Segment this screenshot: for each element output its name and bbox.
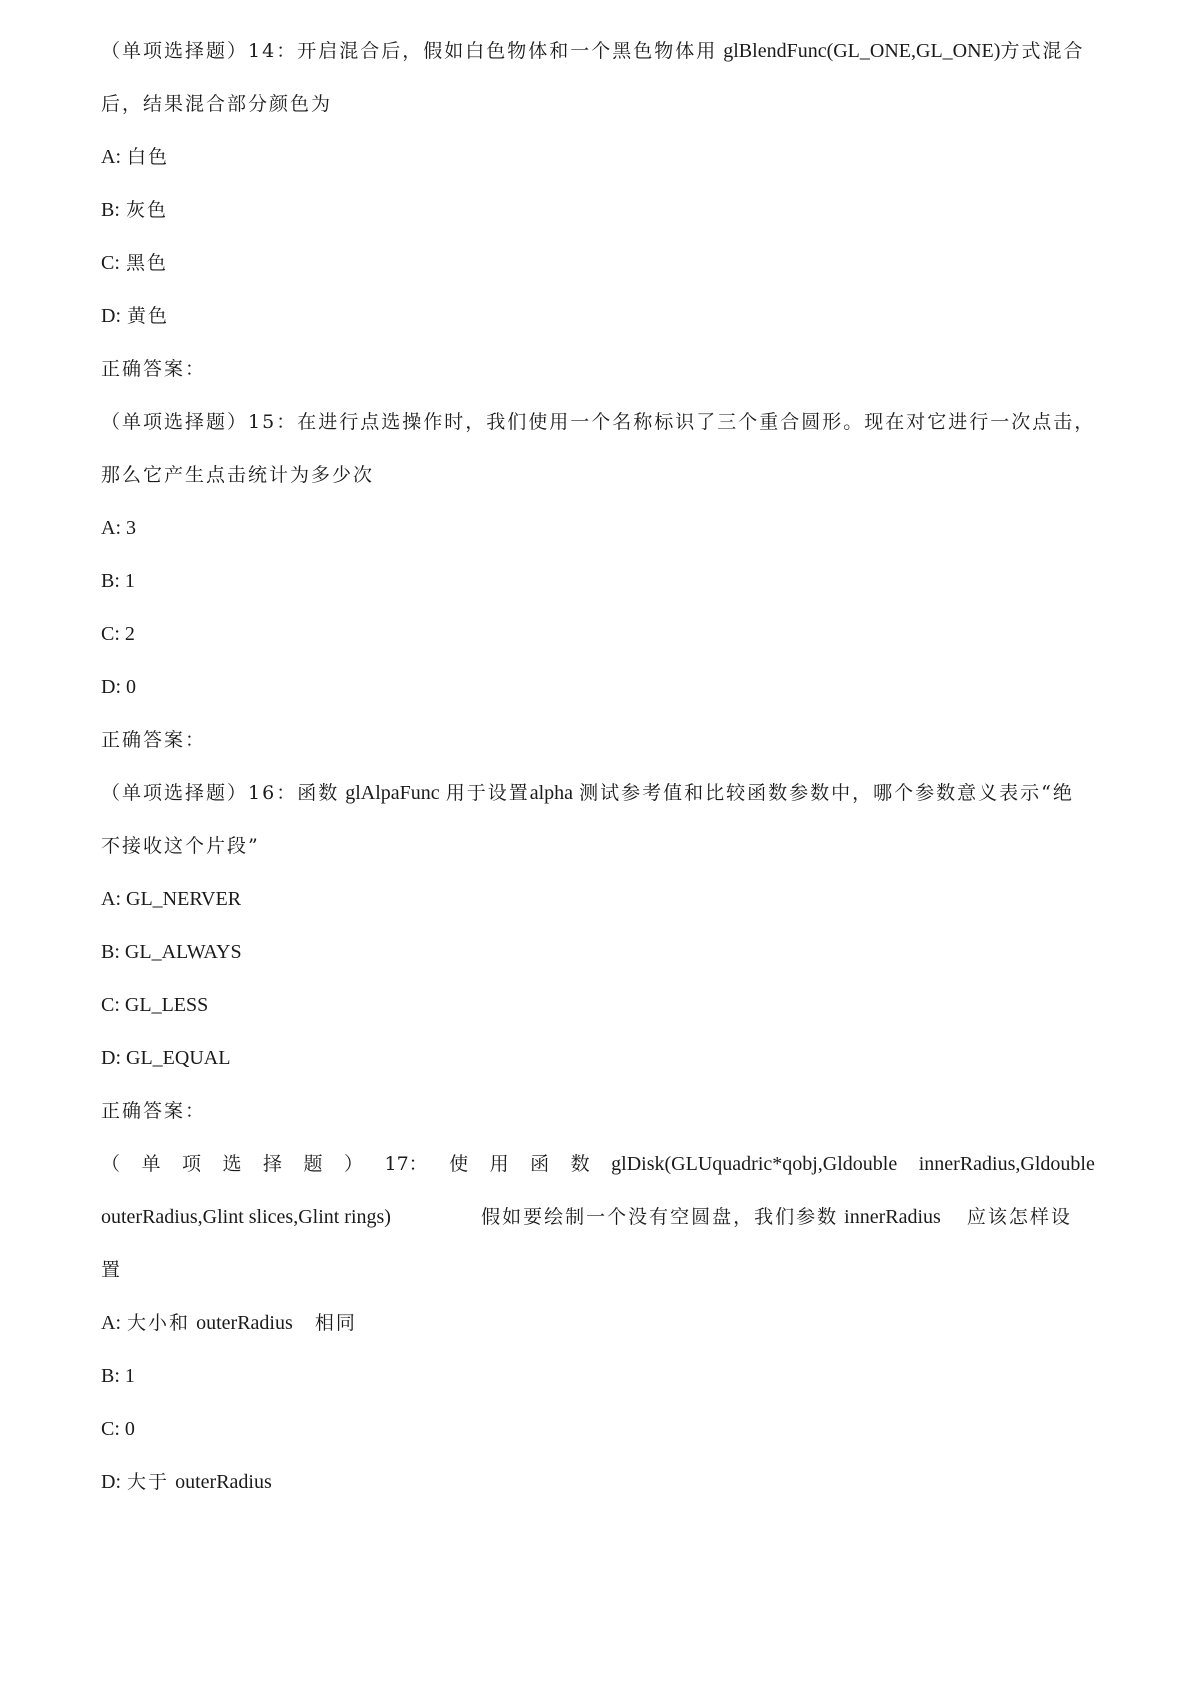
option-letter: D: [101,676,121,698]
question-17-stem-line2 [101,1204,1095,1230]
question-15-answer-label: 正确答案： [101,729,207,751]
option-letter: D: [101,305,121,327]
question-stem-text: 14：开启混合后，假如白色物体和一个黑色物体用 [248,40,718,62]
question-14-stem-line1 [101,38,1095,64]
option-letter: D: [101,1471,121,1493]
question-type-char: ） [344,1153,364,1175]
question-17-option-a [101,1310,1095,1336]
question-type-char: 题 [303,1153,323,1175]
option-text: GL_NERVER [126,888,242,910]
question-15-option-c [101,621,1095,647]
question-14-option-c [101,250,1095,276]
question-stem-text: 16：函数 [248,782,340,804]
question-14-option-a [101,144,1095,170]
question-15-option-b [101,568,1095,594]
option-text: 1 [124,570,135,592]
question-16-stem-line1 [101,780,1095,806]
question-type-char: 项 [182,1153,202,1175]
question-16-option-c [101,992,1095,1018]
question-type-label: （单项选择题） [101,40,249,62]
option-letter: C: [101,1418,120,1440]
option-letter: B: [101,941,120,963]
option-text: 1 [124,1365,135,1387]
question-17-stem-line3: 置 [101,1259,123,1281]
option-letter: A: [101,517,121,539]
option-letter: C: [101,623,120,645]
question-16-option-d [101,1045,1095,1071]
question-stem-code: outerRadius,Glint slices,Glint rings) [101,1206,391,1228]
option-text: 灰色 [125,199,168,221]
option-text: 大小和 [127,1312,191,1334]
option-letter: D: [101,1047,121,1069]
question-17-option-c [101,1416,1095,1442]
option-letter: C: [101,994,120,1016]
question-stem-code: glBlendFunc(GL_ONE,GL_ONE) [723,40,1001,62]
question-type-char: 单 [141,1153,161,1175]
option-letter: A: [101,888,121,910]
question-16-stem-line2: 不接收这个片段” [101,835,260,857]
question-16-option-b [101,939,1095,965]
question-stem-code: alpha [529,782,574,804]
option-code: outerRadius [175,1471,272,1493]
question-17-stem-line1 [101,1151,1095,1177]
option-text: GL_EQUAL [126,1047,231,1069]
question-15-option-a [101,515,1095,541]
option-letter: B: [101,199,120,221]
question-stem-code: glDisk(GLUquadric*qobj,Gldouble [611,1153,898,1175]
question-stem-text: 用于设置 [445,782,530,804]
option-letter: A: [101,1312,121,1334]
question-15-stem-line2: 那么它产生点击统计为多少次 [101,464,375,486]
option-text: 白色 [127,146,170,168]
question-14-option-b [101,197,1095,223]
question-stem-code: glAlpaFunc [345,782,440,804]
question-17-option-d [101,1469,1095,1495]
option-text: 2 [124,623,135,645]
option-letter: B: [101,570,120,592]
question-number: 17： [384,1153,428,1175]
question-stem-text: 测试参考值和比较函数参数中，哪个参数意义表示“绝 [579,782,1074,804]
option-letter: C: [101,252,120,274]
question-17-option-b [101,1363,1095,1389]
option-text: 0 [126,676,136,698]
question-type-char: 选 [222,1153,242,1175]
question-stem-code: innerRadius,Gldouble [918,1153,1095,1175]
option-text: GL_ALWAYS [124,941,242,963]
question-type-char: 择 [263,1153,283,1175]
question-16-option-a [101,886,1095,912]
question-type-char: （ [101,1153,121,1175]
option-text: 黑色 [125,252,168,274]
question-stem-text: 方式混合 [1000,40,1085,62]
option-code: outerRadius [196,1312,293,1334]
option-text: GL_LESS [124,994,209,1016]
question-15-stem-line1 [101,409,1095,435]
question-stem-code: innerRadius [844,1206,941,1228]
question-stem-text: 假如要绘制一个没有空圆盘，我们参数 [481,1206,839,1228]
question-type-label: （单项选择题） [101,411,249,433]
option-text: 大于 [127,1471,170,1493]
question-16-answer-label: 正确答案： [101,1100,207,1122]
question-14-option-d [101,303,1095,329]
question-stem-char: 数 [570,1153,590,1175]
question-stem-char: 使 [449,1153,469,1175]
question-stem-text: 15：在进行点选操作时，我们使用一个名称标识了三个重合圆形。现在对它进行一次点击， [248,411,1095,433]
question-stem-char: 用 [489,1153,509,1175]
question-15-option-d [101,674,1095,700]
option-letter: B: [101,1365,120,1387]
option-text: 0 [124,1418,135,1440]
option-text: 3 [126,517,136,539]
option-letter: A: [101,146,121,168]
question-type-label: （单项选择题） [101,782,249,804]
question-stem-text: 应该怎样设 [966,1206,1072,1228]
option-text: 黄色 [127,305,170,327]
question-14-answer-label: 正确答案： [101,358,207,380]
option-text: 相同 [314,1312,357,1334]
question-stem-char: 函 [530,1153,550,1175]
question-14-stem-line2: 后，结果混合部分颜色为 [101,93,333,115]
